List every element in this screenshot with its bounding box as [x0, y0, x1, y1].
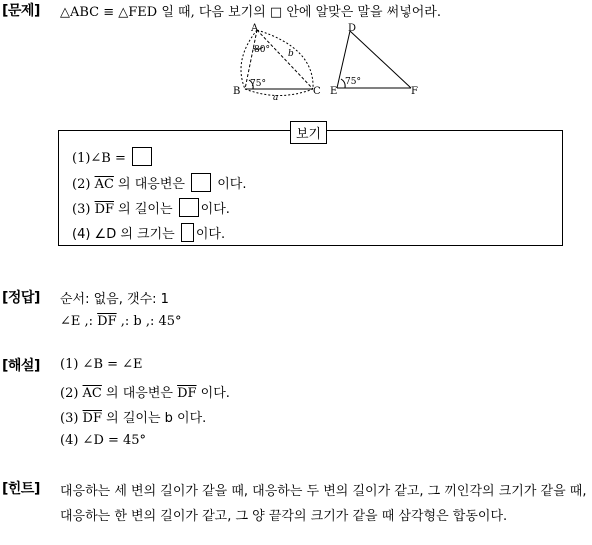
triangle-figure: [225, 20, 425, 102]
explanation-segment-df: $\overline{DF}$: [177, 386, 197, 401]
answer-line-2: [60, 314, 182, 329]
angle-e-label: 75°: [345, 77, 361, 87]
answer-line-1: 순서: 없음, 갯수: 1: [60, 292, 169, 307]
explanation-segment-df-2: $\overline{DF}$: [82, 411, 102, 426]
answer-blank-3[interactable]: [179, 198, 199, 217]
problem-tag: [문제]: [2, 3, 40, 19]
answer-segment-df: $\overline{DF}$: [97, 314, 117, 329]
explanation-line-4: (4) ∠D = 45°: [60, 433, 147, 448]
segment-ac: $\overline{AC}$: [94, 177, 114, 192]
box-item-3-suffix: 이다.: [200, 202, 230, 217]
box-item-3-text: 의 길이는: [114, 202, 173, 217]
segment-df: $\overline{DF}$: [94, 202, 115, 217]
box-item-2-suffix: 이다.: [213, 177, 247, 192]
explanation-segment-ac: $\overline{AC}$: [82, 386, 102, 401]
box-item-4-text: (4) ∠D 의 크기는: [72, 227, 175, 242]
answer-blank-2[interactable]: [191, 173, 211, 192]
box-item-4-suffix: 이다.: [195, 227, 226, 242]
box-item-2-prefix: (2): [72, 177, 91, 192]
triangle-def: [330, 23, 418, 97]
box-item-2-text: 의 대응변은: [113, 177, 185, 192]
triangle-abc: [233, 23, 321, 102]
explanation-line-2: [60, 382, 230, 401]
answer-angle-e: ∠E ,:: [60, 314, 98, 329]
example-box-title: 보기: [290, 121, 327, 144]
explanation-line-1: (1) ∠B = ∠E: [60, 357, 143, 372]
box-item-3-prefix: (3): [72, 202, 91, 217]
angle-a-label: 80°: [254, 45, 270, 55]
answer-blank-1[interactable]: [132, 147, 152, 166]
explanation-tag: [해설]: [2, 358, 40, 374]
side-a-label: a: [273, 93, 279, 102]
side-b-label: b: [288, 49, 294, 59]
box-item-1: [72, 147, 154, 166]
vertex-c-label: C: [313, 86, 321, 97]
answer-rest: ,: b ,: 45°: [116, 314, 182, 329]
problem-statement: △ABC ≡ △FED 일 때, 다음 보기의 □ 안에 알맞은 말을 써넣어라.: [60, 5, 441, 20]
explanation-line-2-prefix: (2): [60, 386, 83, 401]
explanation-line-3: [60, 407, 206, 426]
hint-text: 대응하는 세 변의 길이가 같을 때, 대응하는 두 변의 길이가 같고, 그 끼인각의 크기가 같을 때, 대응하는 한 변의 길이가 같고, 그 양 끝각의 크기가 같을 때 삼각형은 합동이다.: [60, 484, 587, 524]
explanation-line-3-text: 의 길이는 b 이다.: [102, 411, 207, 426]
angle-b-label: 75°: [250, 79, 266, 89]
box-item-2: [72, 173, 247, 192]
answer-tag: [정답]: [2, 290, 40, 306]
vertex-e-label: E: [330, 86, 338, 97]
vertex-a-label: A: [251, 23, 259, 34]
explanation-line-3-prefix: (3): [60, 411, 83, 426]
box-item-4: [72, 223, 225, 242]
answer-blank-4[interactable]: [181, 223, 194, 242]
explanation-line-2-suffix: 이다.: [196, 386, 230, 401]
explanation-line-2-text: 의 대응변은: [101, 386, 178, 401]
vertex-b-label: B: [233, 86, 241, 97]
vertex-f-label: F: [411, 86, 418, 97]
box-item-3: [72, 198, 230, 217]
hint-tag: [힌트]: [2, 481, 40, 497]
vertex-d-label: D: [348, 23, 357, 34]
box-item-1-text: (1)∠B =: [72, 151, 126, 166]
